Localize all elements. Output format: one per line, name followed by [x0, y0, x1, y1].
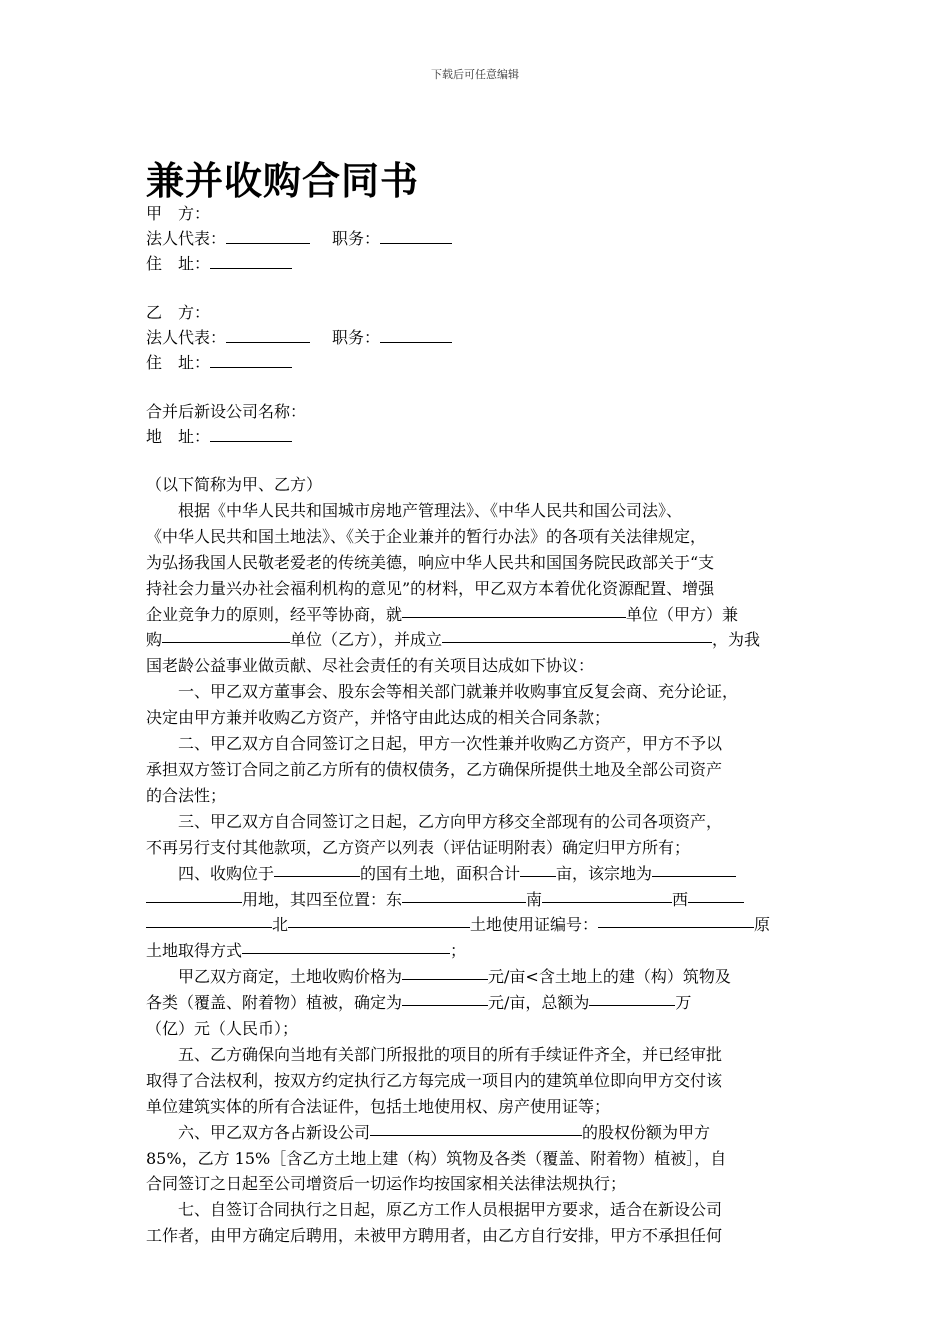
blank-field[interactable]: [402, 887, 526, 903]
paragraph-line: 85%，乙方 15%［含乙方土地上建（构）筑物及各类（覆盖、附着物）植被］，自: [146, 1148, 727, 1168]
party-a-address-row: [146, 251, 806, 276]
blank-field[interactable]: [402, 990, 488, 1006]
new-company-address-blank[interactable]: [210, 426, 292, 442]
party-a-rep-row: [146, 226, 806, 251]
paragraph-line: 不再另行支付其他款项，乙方资产以列表（评估证明附表）确定归甲方所有；: [146, 837, 691, 857]
blank-field[interactable]: [442, 627, 712, 643]
paragraph-line: 国老龄公益事业做贡献、尽社会责任的有关项目达成如下协议：: [146, 656, 595, 676]
paragraph-line: （亿）元（人民币）；: [146, 1019, 299, 1039]
paragraph-line: 五、乙方确保向当地有关部门所报批的项目的所有手续证件齐全，并已经审批: [178, 1044, 723, 1064]
blank-field[interactable]: [146, 887, 242, 903]
paragraph-line: 工作者，由甲方确定后聘用，未被甲方聘用者，由乙方自行安排，甲方不承担任何: [146, 1226, 723, 1246]
party-b-rep-label: 法人代表：: [146, 328, 227, 347]
party-a-address-label: 住 址：: [146, 254, 211, 273]
party-b-rep-blank[interactable]: [226, 327, 310, 343]
paragraph-line: 二、甲乙双方自合同签订之日起，甲方一次性兼并收购乙方资产，甲方不予以: [178, 734, 723, 754]
paragraph-line: 一、甲乙双方董事会、股东会等相关部门就兼并收购事宜反复会商、充分论证，: [178, 682, 739, 702]
party-a-address-blank[interactable]: [210, 253, 292, 269]
paragraph-line: 甲乙双方商定，土地收购价格为 元/亩<含土地上的建（构）筑物及: [146, 964, 806, 990]
paragraph-line: 合同签订之日起至公司增资后一切运作均按国家相关法律法规执行；: [146, 1174, 627, 1194]
header-note: 下载后可任意编辑: [431, 68, 519, 81]
blank-field[interactable]: [370, 1120, 582, 1136]
blank-field[interactable]: [520, 861, 556, 877]
blank-field[interactable]: [598, 912, 754, 928]
paragraph-line: 《中华人民共和国土地法》、《关于企业兼并的暂行办法》的各项有关法律规定，: [146, 526, 707, 546]
party-b-address-label: 住 址：: [146, 353, 211, 372]
page-title: 兼并收购合同书: [146, 159, 420, 203]
party-b-label: 乙 方：: [146, 303, 211, 322]
paragraph-line: 单位建筑实体的所有合法证件，包括土地使用权、房产使用证等；: [146, 1096, 611, 1116]
paragraph-line: 四、收购位于 的国有土地，面积合计 亩，该宗地为: [146, 861, 806, 887]
blank-field[interactable]: [402, 602, 626, 618]
paragraph-line: 决定由甲方兼并收购乙方资产，并恪守由此达成的相关合同条款；: [146, 708, 611, 728]
blank-field[interactable]: [589, 990, 675, 1006]
party-a-label: 甲 方：: [146, 204, 211, 223]
party-b-position-blank[interactable]: [380, 327, 452, 343]
new-company-block: [146, 399, 806, 449]
paragraph-line: 取得了合法权利，按双方约定执行乙方每完成一项目内的建筑单位即向甲方交付该: [146, 1070, 723, 1090]
party-a-rep-blank[interactable]: [226, 228, 310, 244]
party-b-position-label: 职务：: [332, 328, 381, 347]
paragraph-line: 用地，其四至位置：东 南 西: [146, 887, 806, 913]
party-b-address-blank[interactable]: [210, 352, 292, 368]
paragraph-line: 为弘扬我国人民敬老爱老的传统美德，响应中华人民共和国国务院民政部关于“支: [146, 552, 715, 572]
paragraph-line: 持社会力量兴办社会福利机构的意见”的材料，甲乙双方本着优化资源配置、增强: [146, 578, 715, 598]
paragraph-line: （以下简称为甲、乙方）: [146, 475, 323, 494]
paragraph-line: 各类（覆盖、附着物）植被，确定为 元/亩，总额为 万: [146, 990, 806, 1016]
blank-field[interactable]: [652, 861, 736, 877]
paragraph-line: 的合法性；: [146, 785, 227, 805]
paragraph-line: 土地取得方式 ；: [146, 938, 806, 964]
blank-field[interactable]: [242, 938, 450, 954]
blank-field[interactable]: [288, 912, 470, 928]
paragraph-line: 三、甲乙双方自合同签订之日起，乙方向甲方移交全部现有的公司各项资产，: [178, 811, 723, 831]
blank-field[interactable]: [146, 912, 272, 928]
party-a-position-blank[interactable]: [380, 228, 452, 244]
party-a-position-label: 职务：: [332, 229, 381, 248]
paragraph-line: 根据《中华人民共和国城市房地产管理法》、《中华人民共和国公司法》、: [178, 500, 683, 520]
contract-body: [146, 472, 806, 1249]
new-company-address-row: [146, 424, 806, 449]
blank-field[interactable]: [162, 627, 290, 643]
paragraph-line: 承担双方签订合同之前乙方所有的债权债务，乙方确保所提供土地及全部公司资产: [146, 759, 723, 779]
new-company-address-label: 地 址：: [146, 427, 211, 446]
party-b-address-row: [146, 350, 806, 375]
party-b-rep-row: [146, 325, 806, 350]
blank-field[interactable]: [274, 861, 360, 877]
party-b-block: [146, 300, 806, 375]
blank-field[interactable]: [542, 887, 672, 903]
party-a-block: [146, 201, 806, 276]
blank-field[interactable]: [688, 887, 744, 903]
paragraph-line: 企业竞争力的原则，经平等协商，就 单位（甲方）兼: [146, 602, 806, 628]
new-company-name-label: 合并后新设公司名称：: [146, 402, 307, 421]
paragraph-line: 七、自签订合同执行之日起，原乙方工作人员根据甲方要求，适合在新设公司: [178, 1200, 723, 1220]
paragraph-line: 六、甲乙双方各占新设公司 的股权份额为甲方: [146, 1120, 806, 1146]
paragraph-line: 北 土地使用证编号： 原: [146, 912, 806, 938]
blank-field[interactable]: [402, 964, 488, 980]
paragraph-line: 购 单位（乙方），并成立 ，为我: [146, 627, 806, 653]
party-a-rep-label: 法人代表：: [146, 229, 227, 248]
